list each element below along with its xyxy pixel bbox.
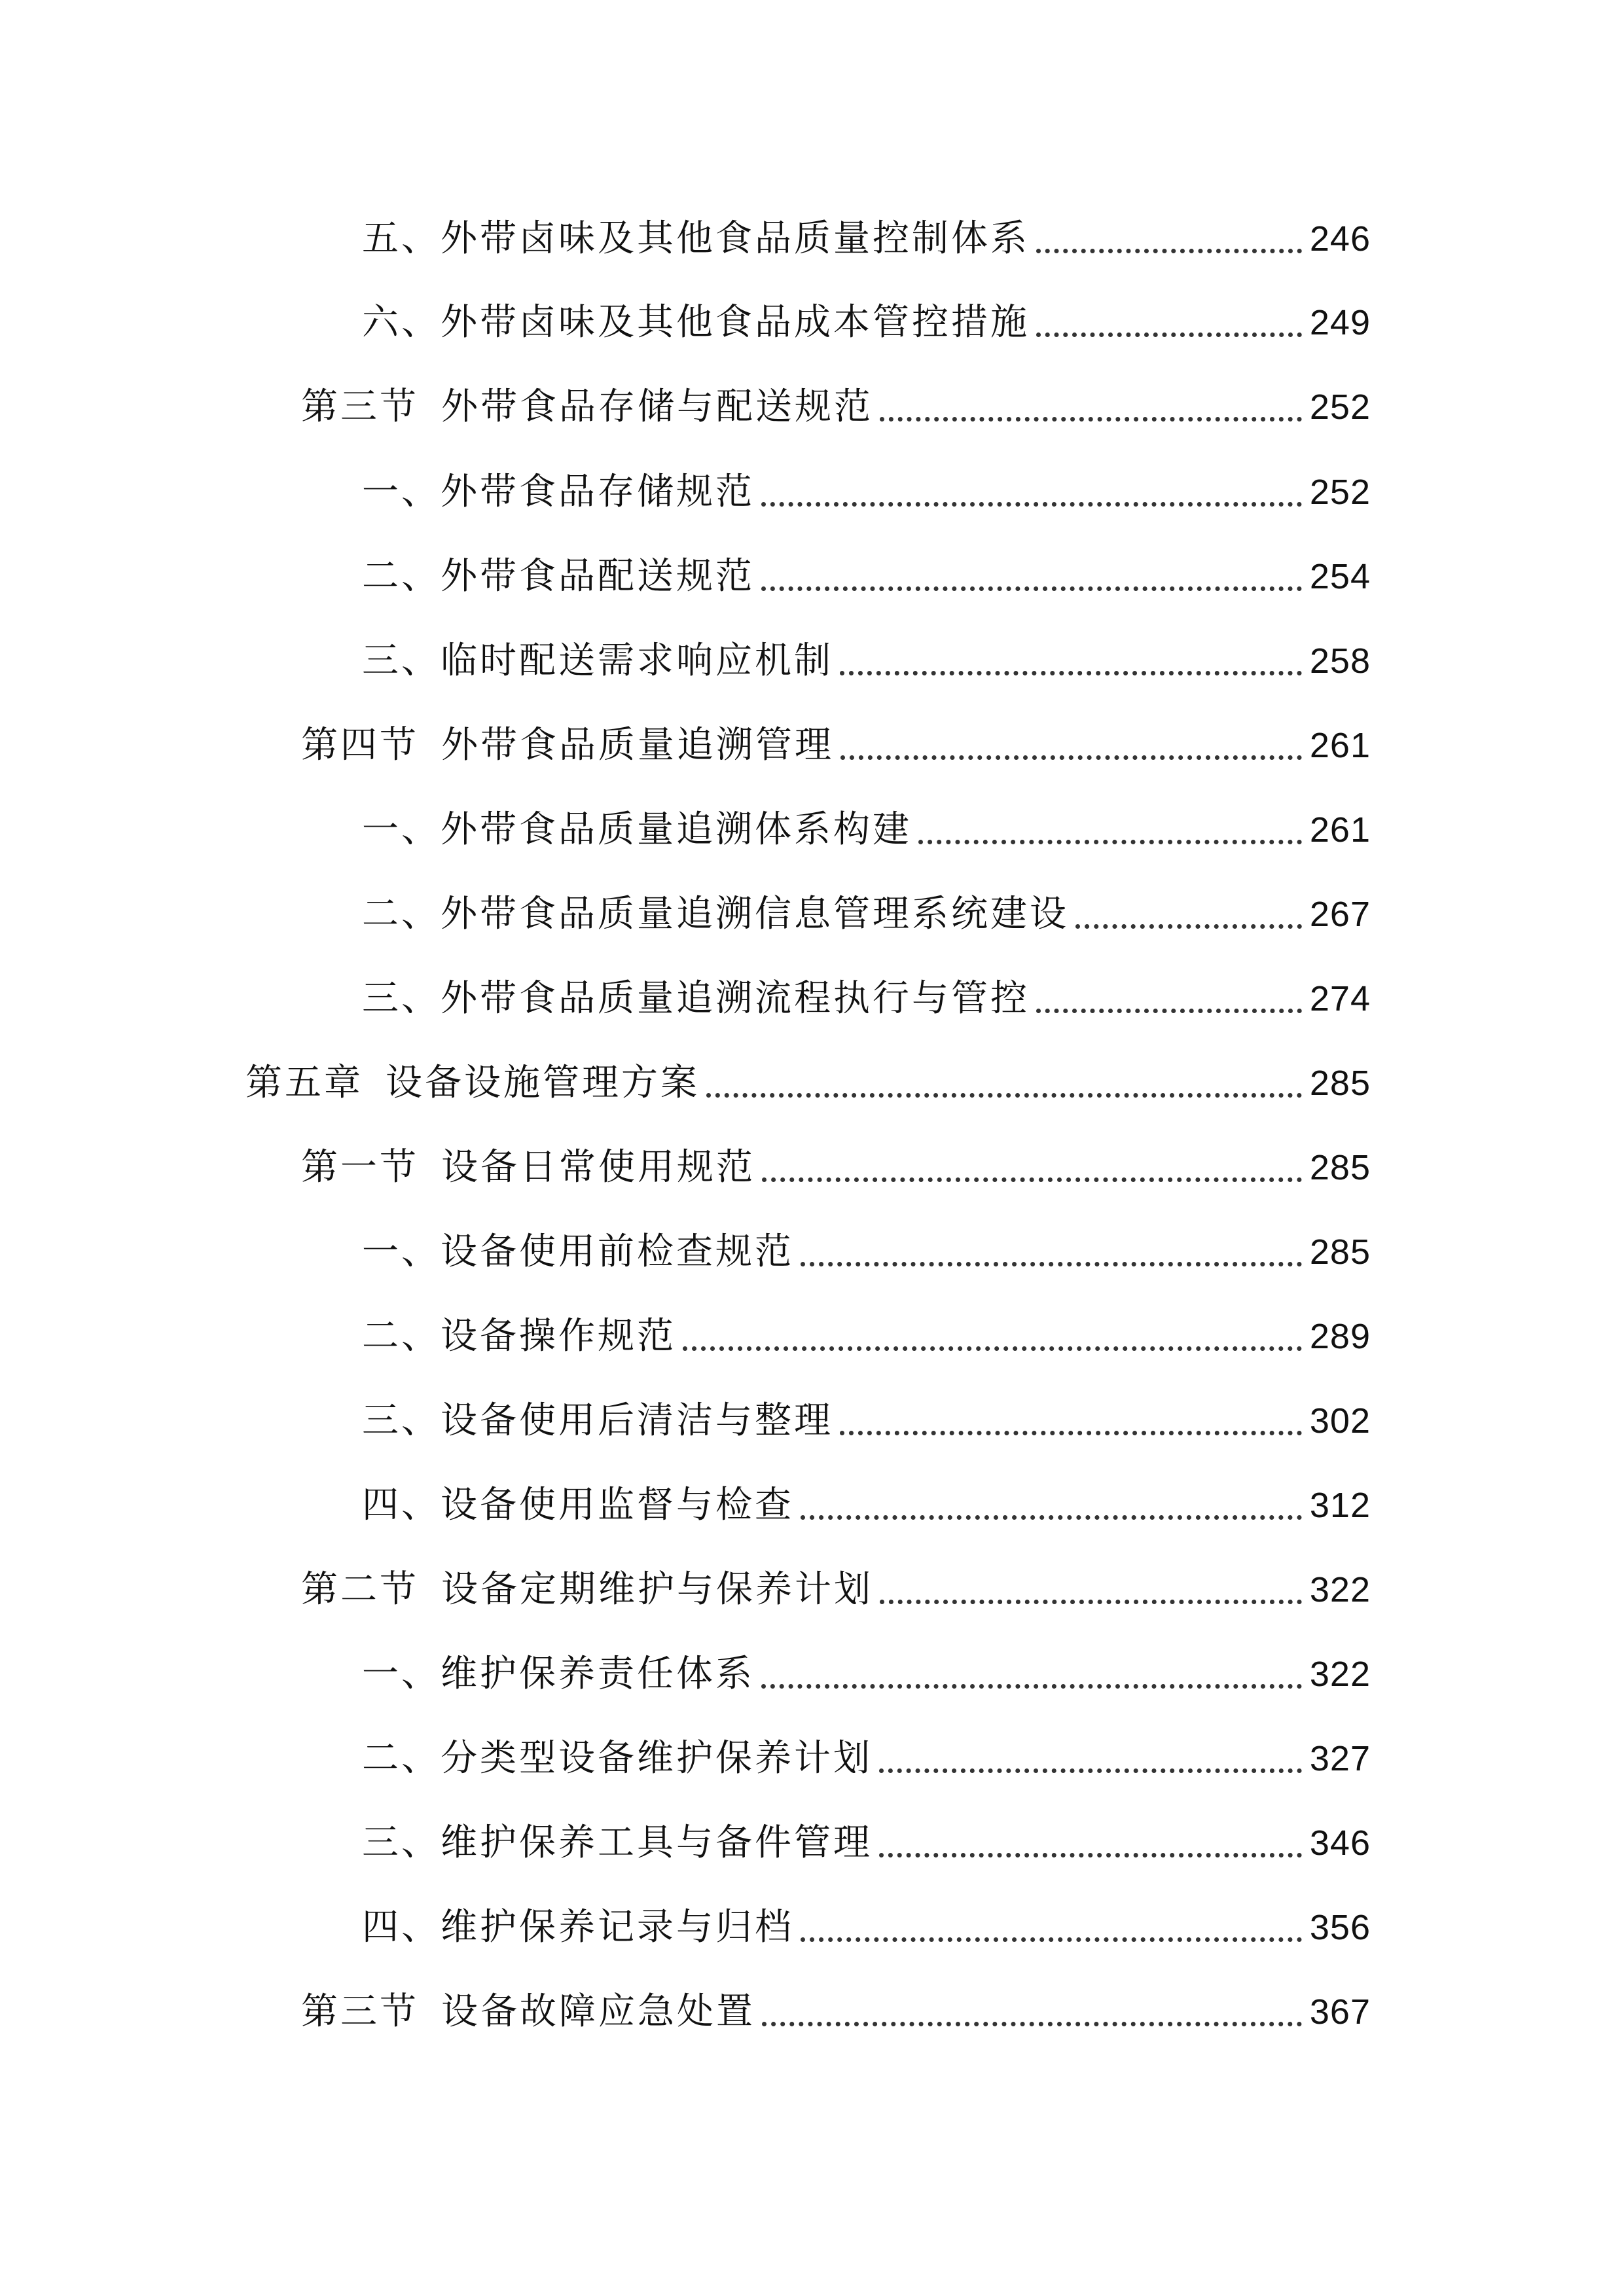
entry-prefix: 第三节 xyxy=(301,386,419,428)
entry-prefix: 第一节 xyxy=(301,1146,419,1189)
toc-entry[interactable] xyxy=(362,794,1371,866)
entry-prefix: 六、 xyxy=(362,301,441,344)
entry-label xyxy=(301,1554,873,1626)
entry-label xyxy=(362,1216,794,1288)
entry-page-number: 346 xyxy=(1309,1823,1371,1863)
entry-title: 设备使用前检查规范 xyxy=(441,1230,794,1273)
entry-label xyxy=(362,794,912,866)
entry-page-number: 249 xyxy=(1309,303,1371,342)
entry-title: 外带食品质量追溯管理 xyxy=(441,724,834,766)
toc-entry[interactable] xyxy=(362,456,1371,528)
entry-label xyxy=(301,1132,755,1204)
dot-leader xyxy=(879,1853,1302,1857)
entry-title: 设备设施管理方案 xyxy=(386,1062,700,1104)
entry-label xyxy=(362,203,1030,275)
toc-entry[interactable] xyxy=(362,878,1371,950)
entry-page-number: 312 xyxy=(1309,1486,1371,1525)
entry-title: 设备日常使用规范 xyxy=(441,1146,755,1189)
entry-page-number: 285 xyxy=(1309,1232,1371,1272)
entry-title: 外带食品配送规范 xyxy=(441,555,755,598)
toc-entry[interactable] xyxy=(301,1132,1371,1204)
toc-entry[interactable] xyxy=(362,1300,1371,1372)
entry-label xyxy=(362,1723,873,1795)
entry-prefix: 二、 xyxy=(362,1315,441,1357)
entry-page-number: 302 xyxy=(1309,1401,1371,1441)
entry-label xyxy=(362,1638,755,1710)
dot-leader xyxy=(762,2022,1302,2026)
entry-title: 外带食品质量追溯信息管理系统建设 xyxy=(441,893,1069,935)
entry-page-number: 322 xyxy=(1309,1570,1371,1609)
entry-page-number: 258 xyxy=(1309,641,1371,681)
entry-title: 外带卤味及其他食品质量控制体系 xyxy=(441,217,1030,260)
entry-title: 设备故障应急处置 xyxy=(441,1990,755,2033)
entry-label xyxy=(362,287,1030,359)
entry-page-number: 252 xyxy=(1309,473,1371,512)
entry-page-number: 261 xyxy=(1309,810,1371,850)
entry-page-number: 356 xyxy=(1309,1908,1371,1947)
entry-page-number: 285 xyxy=(1309,1064,1371,1103)
entry-title: 外带卤味及其他食品成本管控措施 xyxy=(441,301,1030,344)
toc-entry[interactable] xyxy=(301,1554,1371,1626)
entry-title: 设备使用后清洁与整理 xyxy=(441,1399,833,1442)
toc-entry[interactable] xyxy=(362,1216,1371,1288)
toc-entry[interactable] xyxy=(362,963,1371,1035)
dot-leader xyxy=(801,1515,1302,1520)
dot-leader xyxy=(1036,332,1302,337)
entry-prefix: 一、 xyxy=(362,1230,441,1273)
entry-page-number: 289 xyxy=(1309,1317,1371,1356)
entry-prefix: 第三节 xyxy=(301,1990,419,2033)
entry-prefix: 一、 xyxy=(362,808,441,851)
entry-title: 外带食品存储规范 xyxy=(441,471,755,513)
dot-leader xyxy=(918,840,1302,844)
entry-label xyxy=(362,625,833,697)
toc-entry[interactable] xyxy=(362,203,1371,275)
entry-page-number: 252 xyxy=(1309,387,1371,427)
entry-page-number: 254 xyxy=(1309,557,1371,596)
entry-title: 设备操作规范 xyxy=(441,1315,676,1357)
entry-prefix: 四、 xyxy=(362,1906,441,1948)
dot-leader xyxy=(761,586,1302,591)
entry-title: 外带食品质量追溯流程执行与管控 xyxy=(441,977,1030,1020)
dot-leader xyxy=(761,502,1302,507)
entry-label xyxy=(362,1469,794,1541)
toc-entry[interactable] xyxy=(362,625,1371,697)
entry-title: 设备定期维护与保养计划 xyxy=(441,1568,873,1611)
entry-prefix: 第五章 xyxy=(245,1062,363,1104)
entry-title: 维护保养责任体系 xyxy=(441,1653,755,1695)
entry-label xyxy=(362,878,1069,950)
dot-leader xyxy=(1036,249,1302,253)
toc-entry[interactable] xyxy=(362,1469,1371,1541)
entry-prefix: 二、 xyxy=(362,555,441,598)
entry-label xyxy=(362,541,755,613)
entry-title: 设备使用监督与检查 xyxy=(441,1484,794,1526)
entry-prefix: 三、 xyxy=(362,639,441,682)
entry-prefix: 一、 xyxy=(362,471,441,513)
toc-entry[interactable] xyxy=(362,1385,1371,1457)
dot-leader xyxy=(1075,924,1302,929)
entry-label xyxy=(245,1047,700,1119)
dot-leader xyxy=(879,1768,1302,1773)
toc-entry[interactable] xyxy=(362,1892,1371,1964)
entry-label xyxy=(362,963,1030,1035)
entry-page-number: 285 xyxy=(1309,1148,1371,1187)
entry-title: 临时配送需求响应机制 xyxy=(441,639,833,682)
toc-entry[interactable] xyxy=(301,1976,1371,2048)
dot-leader xyxy=(840,755,1302,760)
dot-leader xyxy=(1036,1009,1302,1013)
entry-title: 外带食品存储与配送规范 xyxy=(441,386,873,428)
entry-page-number: 274 xyxy=(1309,979,1371,1018)
toc-entry[interactable] xyxy=(362,1807,1371,1879)
entry-title: 维护保养工具与备件管理 xyxy=(441,1821,873,1864)
entry-label xyxy=(362,1385,833,1457)
toc-entry[interactable] xyxy=(301,371,1371,443)
toc-entry[interactable] xyxy=(245,1047,1371,1119)
entry-page-number: 322 xyxy=(1309,1655,1371,1694)
dot-leader xyxy=(840,671,1302,675)
entry-title: 外带食品质量追溯体系构建 xyxy=(441,808,912,851)
entry-title: 分类型设备维护保养计划 xyxy=(441,1737,873,1780)
dot-leader xyxy=(761,1684,1302,1689)
dot-leader xyxy=(801,1937,1302,1942)
entry-label xyxy=(301,371,873,443)
entry-title: 维护保养记录与归档 xyxy=(441,1906,794,1948)
dot-leader xyxy=(683,1346,1302,1351)
entry-label xyxy=(362,456,755,528)
entry-page-number: 267 xyxy=(1309,895,1371,934)
dot-leader xyxy=(880,417,1302,422)
entry-prefix: 四、 xyxy=(362,1484,441,1526)
entry-page-number: 327 xyxy=(1309,1739,1371,1778)
entry-prefix: 二、 xyxy=(362,1737,441,1780)
toc-entry[interactable] xyxy=(362,541,1371,613)
dot-leader xyxy=(840,1431,1302,1435)
entry-prefix: 三、 xyxy=(362,1399,441,1442)
entry-label xyxy=(301,709,834,781)
entry-label xyxy=(362,1892,794,1964)
entry-prefix: 三、 xyxy=(362,977,441,1020)
entry-prefix: 第二节 xyxy=(301,1568,419,1611)
toc-entry[interactable] xyxy=(362,287,1371,359)
entry-label xyxy=(362,1807,873,1879)
dot-leader xyxy=(706,1093,1302,1098)
entry-page-number: 246 xyxy=(1309,219,1371,259)
toc-entry[interactable] xyxy=(362,1723,1371,1795)
entry-prefix: 三、 xyxy=(362,1821,441,1864)
dot-leader xyxy=(762,1177,1302,1182)
entry-label xyxy=(362,1300,676,1372)
entry-page-number: 367 xyxy=(1309,1992,1371,2032)
entry-page-number: 261 xyxy=(1309,726,1371,765)
toc-entry[interactable] xyxy=(362,1638,1371,1710)
entry-label xyxy=(301,1976,755,2048)
dot-leader xyxy=(801,1262,1302,1266)
entry-prefix: 第四节 xyxy=(301,724,419,766)
entry-prefix: 二、 xyxy=(362,893,441,935)
entry-prefix: 五、 xyxy=(362,217,441,260)
dot-leader xyxy=(880,1600,1302,1604)
toc-entry[interactable] xyxy=(301,709,1371,781)
entry-prefix: 一、 xyxy=(362,1653,441,1695)
